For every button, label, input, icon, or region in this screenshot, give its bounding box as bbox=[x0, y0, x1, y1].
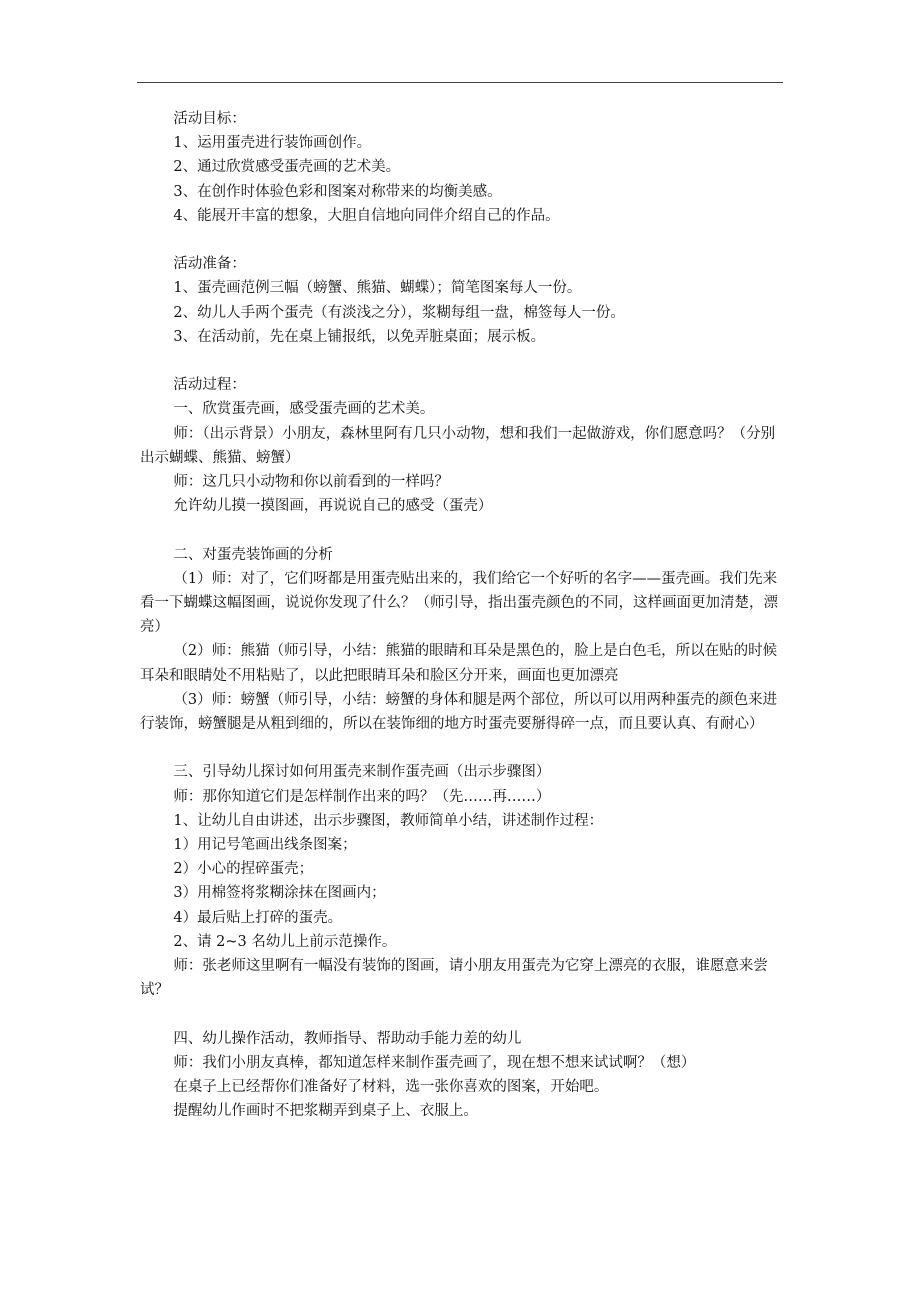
paragraph: 3、在创作时体验色彩和图案对称带来的均衡美感。 bbox=[173, 183, 502, 200]
paragraph: 师：张老师这里啊有一幅没有装饰的图画，请小朋友用蛋壳为它穿上漂亮的衣服，谁愿意来尝试？ bbox=[140, 958, 768, 999]
section-gap bbox=[140, 349, 786, 373]
section-gap bbox=[140, 228, 786, 252]
section-process-1 bbox=[140, 373, 786, 518]
paragraph: 2、幼儿人手两个蛋壳（有淡浅之分），浆糊每组一盘，棉签每人一份。 bbox=[173, 304, 625, 321]
step-item: 2）小心的捏碎蛋壳； bbox=[173, 861, 314, 878]
paragraph: （1）师：对了，它们呀都是用蛋壳贴出来的，我们给它一个好听的名字——蛋壳画。我们先来看一下蝴蝶这幅图画，说说你发现了什么？（师引导，指出蛋壳颜色的不同，这样画面更加清楚，漂亮） bbox=[140, 570, 778, 636]
section-heading: 活动过程： bbox=[173, 377, 246, 394]
section-heading: 活动目标： bbox=[173, 111, 246, 127]
paragraph: （3）师：螃蟹（师引导，小结：螃蟹的身体和腿是两个部位，所以可以用两种蛋壳的颜色来进行装饰，螃蟹腿是从粗到细的，所以在装饰细的地方时蛋壳要掰得碎一点，而且要认真、有耐心） bbox=[140, 691, 778, 733]
step-item: 3）用棉签将浆糊涂抹在图画内； bbox=[173, 885, 386, 902]
paragraph: 一、欣赏蛋壳画，感受蛋壳画的艺术美。 bbox=[173, 401, 435, 418]
section-heading: 活动准备： bbox=[173, 256, 246, 273]
paragraph: 2、请 2~3 名幼儿上前示范操作。 bbox=[173, 933, 397, 950]
paragraph: 允许幼儿摸一摸图画，再说说自己的感受（蛋壳） bbox=[173, 498, 493, 515]
paragraph: 师：那你知道它们是怎样制作出来的吗？（先……再……） bbox=[173, 788, 551, 805]
section-heading: 三、引导幼儿探讨如何用蛋壳来制作蛋壳画（出示步骤图） bbox=[173, 764, 551, 781]
paragraph: 师：我们小朋友真棒，都知道怎样来制作蛋壳画了，现在想不想来试试啊？（想） bbox=[173, 1054, 696, 1071]
document-body bbox=[140, 107, 786, 1123]
section-process-4 bbox=[140, 1027, 786, 1124]
paragraph: 3、在活动前，先在桌上铺报纸，以免弄脏桌面；展示板。 bbox=[173, 328, 546, 345]
step-item: 1）用记号笔画出线条图案； bbox=[173, 837, 357, 854]
paragraph: 师：这几只小动物和你以前看到的一样吗？ bbox=[173, 474, 449, 491]
header-rule bbox=[137, 82, 783, 83]
section-process-2 bbox=[140, 543, 786, 737]
section-gap bbox=[140, 1002, 786, 1026]
section-heading: 四、幼儿操作活动，教师指导、帮助动手能力差的幼儿 bbox=[173, 1030, 522, 1047]
step-item: 4）最后贴上打碎的蛋壳。 bbox=[173, 909, 343, 926]
paragraph: 1、蛋壳画范例三幅（螃蟹、熊猫、蝴蝶）；简笔图案每人一份。 bbox=[173, 280, 582, 297]
section-process-3 bbox=[140, 760, 786, 1002]
paragraph: 提醒幼儿作画时不把浆糊弄到桌子上、衣服上。 bbox=[173, 1103, 478, 1120]
paragraph: （2）师：熊猫（师引导，小结：熊猫的眼睛和耳朵是黑色的，脸上是白色毛，所以在贴的时候耳朵和眼睛处不用粘贴了，以此把眼睛耳朵和脸区分开来，画面也更加漂亮 bbox=[140, 643, 778, 684]
paragraph: 1、运用蛋壳进行装饰画创作。 bbox=[173, 135, 372, 152]
section-gap bbox=[140, 518, 786, 542]
paragraph: 在桌子上已经帮你们准备好了材料，选一张你喜欢的图案，开始吧。 bbox=[173, 1079, 609, 1096]
paragraph: 4、能展开丰富的想象，大胆自信地向同伴介绍自己的作品。 bbox=[173, 207, 560, 224]
paragraph: 师：（出示背景）小朋友，森林里阿有几只小动物，想和我们一起做游戏，你们愿意吗？（分别出示蝴蝶、熊猫、螃蟹） bbox=[140, 425, 776, 466]
section-preparation bbox=[140, 252, 786, 349]
paragraph: 1、让幼儿自由讲述，出示步骤图，教师简单小结，讲述制作过程： bbox=[173, 812, 604, 829]
section-goals bbox=[140, 107, 786, 228]
paragraph: 2、通过欣赏感受蛋壳画的艺术美。 bbox=[173, 159, 401, 176]
section-gap bbox=[140, 736, 786, 760]
section-heading: 二、对蛋壳装饰画的分析 bbox=[173, 546, 333, 563]
